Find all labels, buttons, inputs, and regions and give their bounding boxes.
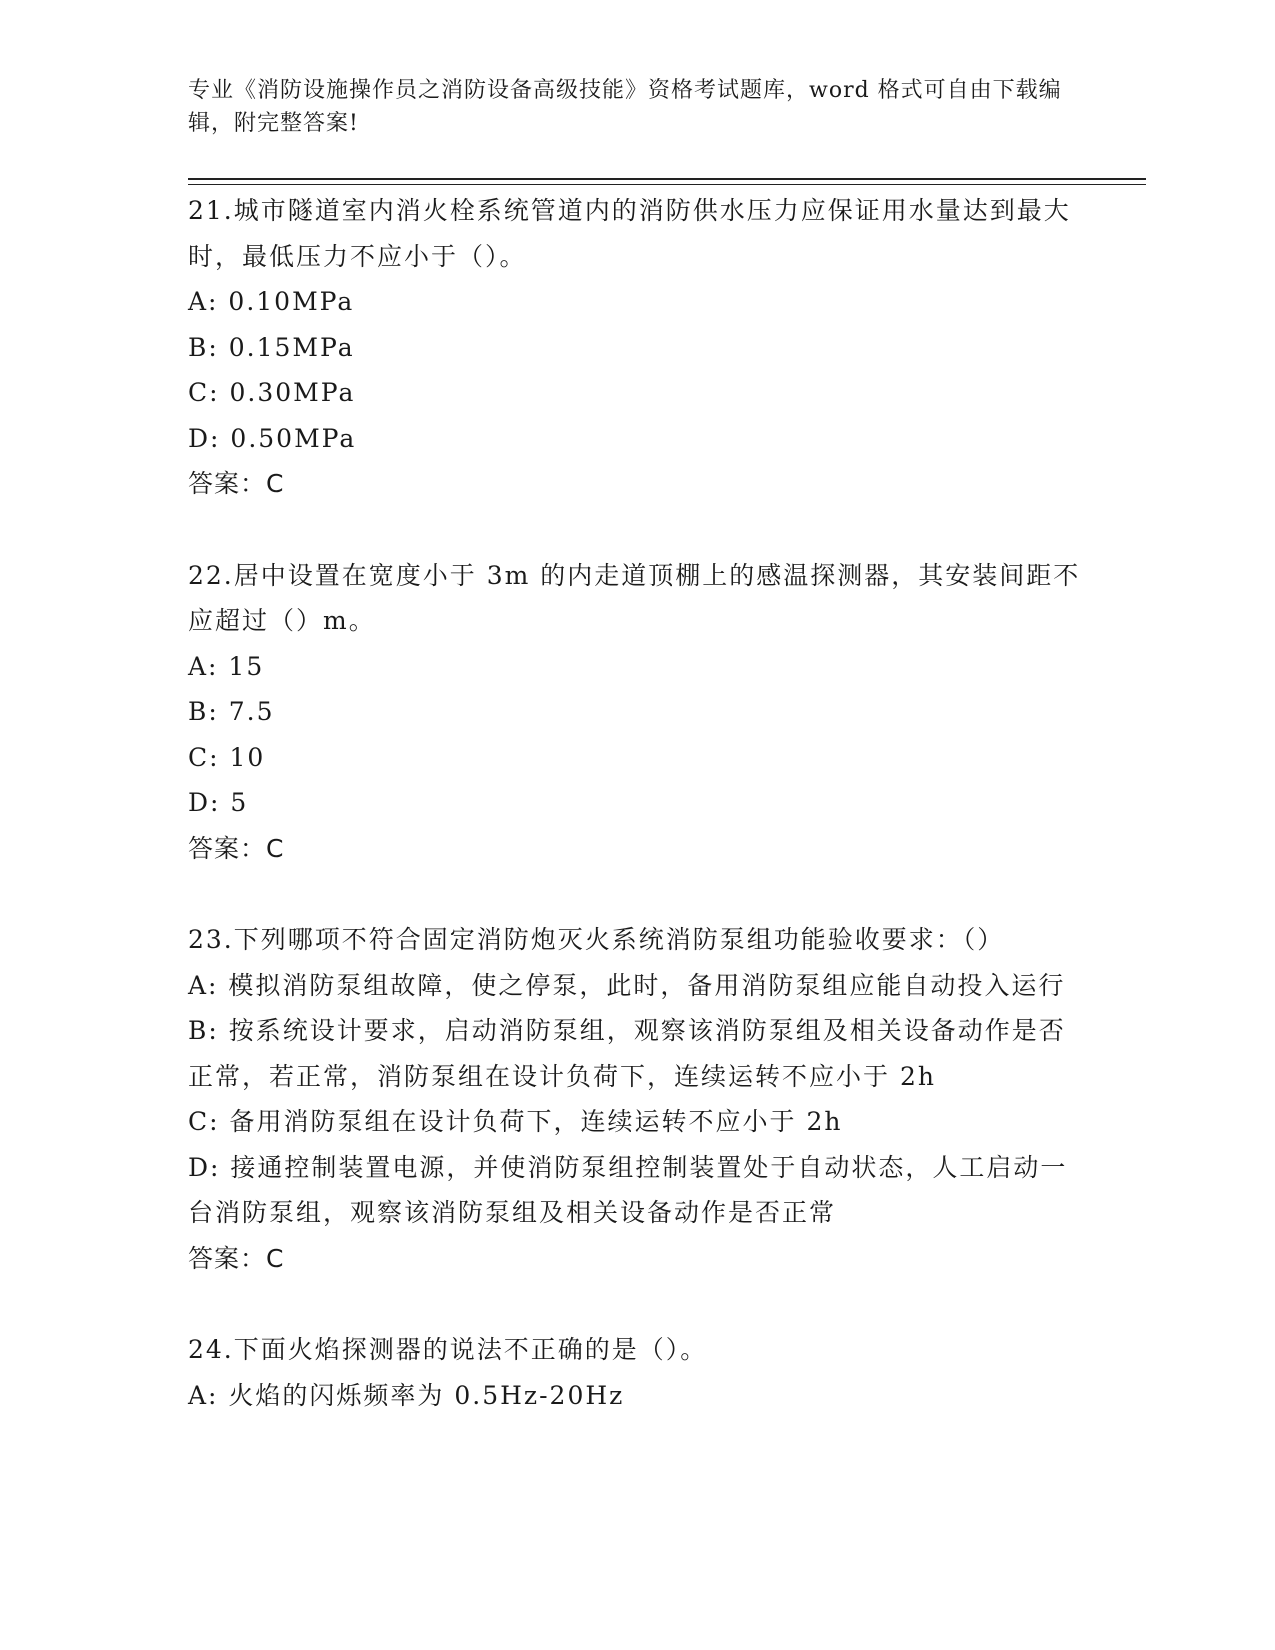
answer-label: 答案：C — [188, 469, 285, 498]
option-a: A: 0.10MPa — [188, 287, 355, 316]
header-divider-thick — [188, 178, 1146, 180]
option-b: B: 按系统设计要求，启动消防泵组，观察该消防泵组及相关设备动作是否正常，若正常，消防泵组在设计负荷下，连续运转不应小于 2h — [188, 1016, 1066, 1091]
question-stem: 23.下列哪项不符合固定消防炮灭火系统消防泵组功能验收要求：（） — [188, 925, 1005, 954]
option-c: C: 10 — [188, 742, 266, 772]
question-list — [188, 188, 1088, 1464]
question-21 — [188, 188, 1088, 507]
header-divider-thin — [188, 184, 1146, 185]
question-24 — [188, 1327, 1088, 1418]
answer-label: 答案：C — [188, 1243, 285, 1273]
option-d: D: 接通控制装置电源，并使消防泵组控制装置处于自动状态，人工启动一台消防泵组，观察该消防泵组及相关设备动作是否正常 — [188, 1152, 1068, 1227]
option-a: A: 模拟消防泵组故障，使之停泵，此时，备用消防泵组应能自动投入运行 — [188, 970, 1066, 1000]
option-b: B: 7.5 — [188, 697, 275, 726]
option-d: D: 0.50MPa — [188, 423, 357, 453]
option-d: D: 5 — [188, 788, 249, 817]
document-header: 专业《消防设施操作员之消防设备高级技能》资格考试题库，word 格式可自由下载编辑，附完整答案! — [188, 78, 1062, 136]
question-stem: 22.居中设置在宽度小于 3m 的内走道顶棚上的感温探测器，其安装间距不应超过（）m。 — [188, 560, 1081, 635]
answer-label: 答案：C — [188, 833, 285, 863]
option-b: B: 0.15MPa — [188, 332, 355, 362]
question-22 — [188, 553, 1088, 872]
question-stem: 24.下面火焰探测器的说法不正确的是（）。 — [188, 1335, 708, 1364]
option-c: C: 备用消防泵组在设计负荷下，连续运转不应小于 2h — [188, 1107, 843, 1136]
option-a: A: 火焰的闪烁频率为 0.5Hz-20Hz — [188, 1380, 625, 1410]
option-c: C: 0.30MPa — [188, 378, 356, 407]
question-23 — [188, 917, 1088, 1281]
option-a: A: 15 — [188, 651, 265, 681]
question-stem: 21.城市隧道室内消火栓系统管道内的消防供水压力应保证用水量达到最大时，最低压力不应小于（）。 — [188, 196, 1071, 271]
